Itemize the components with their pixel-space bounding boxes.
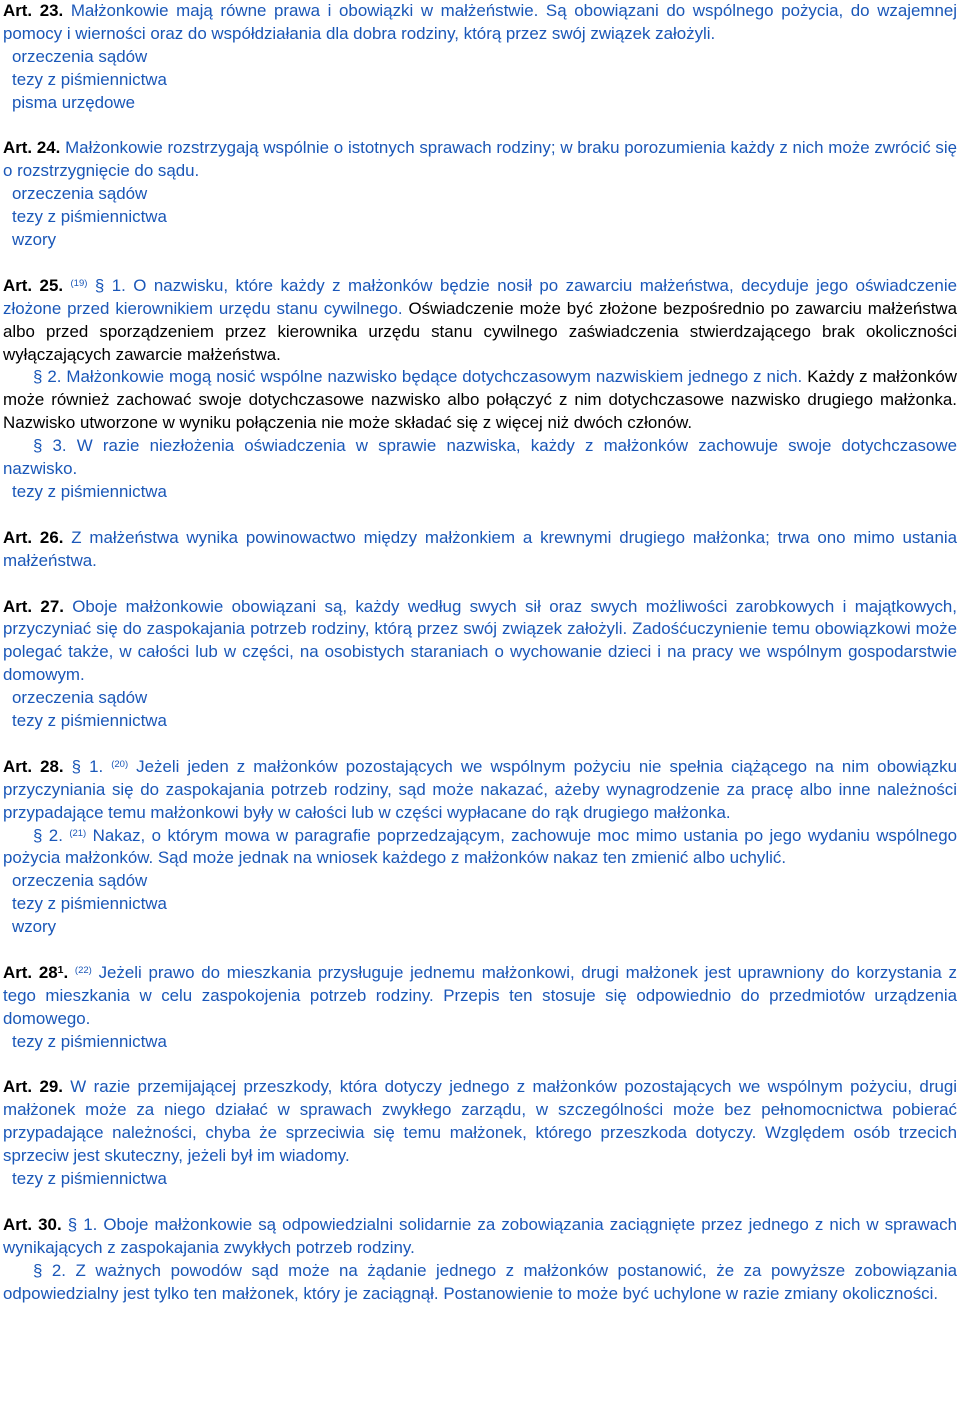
reference-links xyxy=(3,46,957,115)
section-marker: § 2. xyxy=(33,825,63,845)
reference-links xyxy=(3,1168,957,1191)
reference-links xyxy=(3,481,957,504)
section-marker: § 2. xyxy=(33,367,62,387)
reference-link[interactable]: wzory xyxy=(12,230,57,250)
footnote-reference[interactable]: (19) xyxy=(70,277,88,289)
article-number: Art. 23. xyxy=(3,1,64,20)
paragraph-text: Z ważnych powodów sąd może na żądanie jednego z małżonków postanowić, że za powyższe zobowiązania odpowiedzialny jest tylko ten małżonek, który je zaciągnął. Postanowienie to może być uchylone w razie zmiany okoliczności. xyxy=(3,1260,957,1303)
article-paragraph xyxy=(3,275,957,367)
article-paragraph xyxy=(3,366,957,435)
reference-link[interactable]: tezy z piśmiennictwa xyxy=(12,1031,167,1051)
reference-link[interactable]: wzory xyxy=(12,917,57,937)
reference-link[interactable]: tezy z piśmiennictwa xyxy=(12,69,167,89)
article-paragraph xyxy=(3,756,957,825)
article-number: Art. 29. xyxy=(3,1077,63,1097)
article xyxy=(3,962,957,1054)
paragraph-text: Małżonkowie mają równe prawa i obowiązki w małżeństwie. Są obowiązani do wspólnego pożycia, do wzajemnej pomocy i wierności oraz do współdziałania dla dobra rodziny, którą przez swój związek założyli. xyxy=(3,1,958,43)
paragraph-text: O nazwisku, które każdy z małżonków będzie nosił po zawarciu małżeństwa, decyduje jego oświadczenie złożone przed kierownikiem urzędu stanu cywilnego. xyxy=(3,275,957,318)
article-number: Art. 26. xyxy=(3,527,64,547)
paragraph-text: Małżonkowie mogą nosić wspólne nazwisko będące dotychczasowym nazwiskiem jednego z nich. xyxy=(66,367,803,387)
article xyxy=(3,137,957,252)
footnote-reference[interactable]: (20) xyxy=(111,758,129,770)
paragraph-text: W razie przemijającej przeszkody, która dotyczy jednego z małżonków pozostających we wspólnym pożyciu, drugi małżonek może za niego działać w sprawach zwykłego zarządu, w szczególności może bez pełnomocnictwa pobierać przypadające należności, chyba że sprzeciwia się temu małżonek, którego przeszkoda dotyczy. Względem osób trzecich sprzeciw jest skuteczny, jeżeli był im wiadomy. xyxy=(3,1077,957,1166)
reference-links xyxy=(3,183,957,252)
section-marker: § 2. xyxy=(33,1260,66,1280)
article-number: Art. 30. xyxy=(3,1214,62,1234)
paragraph-text: Jeżeli prawo do mieszkania przysługuje jednemu małżonkowi, drugi małżonek jest uprawniony do korzystania z tego mieszkania w celu zaspokojenia potrzeb rodziny. Przepis ten stosuje się odpowiednio do przedmiotów urządzenia domowego. xyxy=(3,962,957,1028)
article-paragraph xyxy=(3,435,957,481)
paragraph-text: Jeżeli jeden z małżonków pozostających we wspólnym pożyciu nie spełnia ciążącego na nim obowiązku przyczyniania się do zaspokajania potrzeb rodziny, sąd może nakazać, ażeby wynagrodzenie za pracę albo inne należności przypadające temu małżonkowi były w całości lub w części wypłacane do rąk drugiego małżonka. xyxy=(3,756,957,822)
article xyxy=(3,0,957,115)
reference-link[interactable]: orzeczenia sądów xyxy=(12,184,148,204)
article-number: Art. 28 xyxy=(3,962,58,982)
reference-link[interactable]: tezy z piśmiennictwa xyxy=(12,894,167,914)
reference-link[interactable]: orzeczenia sądów xyxy=(12,46,148,66)
paragraph-text: W razie niezłożenia oświadczenia w sprawie nazwiska, każdy z małżonków zachowuje swoje dotychczasowe nazwisko. xyxy=(3,436,957,479)
paragraph-text: Małżonkowie rozstrzygają wspólnie o istotnych sprawach rodziny; w braku porozumienia każdy z nich może zwrócić się o rozstrzygnięcie do sądu. xyxy=(3,138,957,181)
article xyxy=(3,275,957,504)
article xyxy=(3,527,957,573)
article-paragraph xyxy=(3,1076,957,1168)
article-number: Art. 28. xyxy=(3,756,64,776)
article-paragraph xyxy=(3,0,957,46)
reference-link[interactable]: tezy z piśmiennictwa xyxy=(12,207,167,227)
article-paragraph xyxy=(3,962,957,1031)
footnote-reference[interactable]: (21) xyxy=(69,827,87,839)
paragraph-text-continued: Oświadczenie może być złożone bezpośrednio po zawarciu małżeństwa albo przed sporządzeniem przez kierownika urzędu stanu cywilnego zaświadczenia stwierdzającego brak okoliczności wyłączających zawarcie małżeństwa. xyxy=(3,298,957,364)
reference-links xyxy=(3,687,957,733)
reference-link[interactable]: tezy z piśmiennictwa xyxy=(12,711,167,731)
section-marker: § 3. xyxy=(33,436,67,456)
article-number: Art. 27. xyxy=(3,596,64,616)
section-marker: § 1. xyxy=(67,1214,98,1234)
section-marker: § 1. xyxy=(71,756,104,776)
article-number: Art. 25. xyxy=(3,275,64,295)
article-paragraph xyxy=(3,1260,957,1306)
footnote-reference[interactable]: (22) xyxy=(74,964,92,976)
paragraph-text: Nakaz, o którym mowa w paragrafie poprzedzającym, zachowuje moc mimo ustania po jego wydaniu wspólnego pożycia małżonków. Sąd może jednak na wniosek każdego z małżonków nakaz ten zmienić albo uchylić. xyxy=(3,825,957,868)
section-marker: § 1. xyxy=(94,275,126,295)
article-number: Art. 24. xyxy=(3,138,61,158)
article xyxy=(3,1214,957,1306)
article xyxy=(3,596,957,733)
reference-links xyxy=(3,870,957,939)
article-paragraph xyxy=(3,825,957,871)
article-paragraph xyxy=(3,527,957,573)
paragraph-text: Oboje małżonkowie obowiązani są, każdy według swych sił oraz swych możliwości zarobkowych i majątkowych, przyczyniać się do zaspokajania potrzeb rodziny, którą przez swój związek założyli. Zadośćuczynienie temu obowiązkowi może polegać także, w całości lub w części, na osobistych staraniach o wychowanie dzieci i na pracy we wspólnym gospodarstwie domowym. xyxy=(3,596,958,685)
paragraph-text-continued: Każdy z małżonków może również zachować swoje dotychczasowe nazwisko albo połączyć z nim dotychczasowe nazwisko drugiego małżonka. Nazwisko utworzone w wyniku połączenia nie może składać się z więcej niż dwóch członów. xyxy=(3,367,958,433)
reference-links xyxy=(3,1031,957,1054)
article-number-suffix: . xyxy=(63,962,69,982)
reference-link[interactable]: pisma urzędowe xyxy=(12,92,135,112)
reference-link[interactable]: tezy z piśmiennictwa xyxy=(12,1169,167,1189)
paragraph-text: Oboje małżonkowie są odpowiedzialni solidarnie za zobowiązania zaciągnięte przez jednego z nich w sprawach wynikających z zaspokajania zwykłych potrzeb rodziny. xyxy=(3,1214,957,1257)
article-number-superscript: 1 xyxy=(57,963,64,976)
article-paragraph xyxy=(3,137,957,183)
article xyxy=(3,1076,957,1191)
article-paragraph xyxy=(3,1214,957,1260)
reference-link[interactable]: orzeczenia sądów xyxy=(12,871,148,891)
reference-link[interactable]: orzeczenia sądów xyxy=(12,688,148,708)
article xyxy=(3,756,957,939)
article-paragraph xyxy=(3,596,957,688)
reference-link[interactable]: tezy z piśmiennictwa xyxy=(12,482,167,501)
paragraph-text: Z małżeństwa wynika powinowactwo między małżonkiem a krewnymi drugiego małżonka; trwa ono mimo ustania małżeństwa. xyxy=(3,527,957,570)
